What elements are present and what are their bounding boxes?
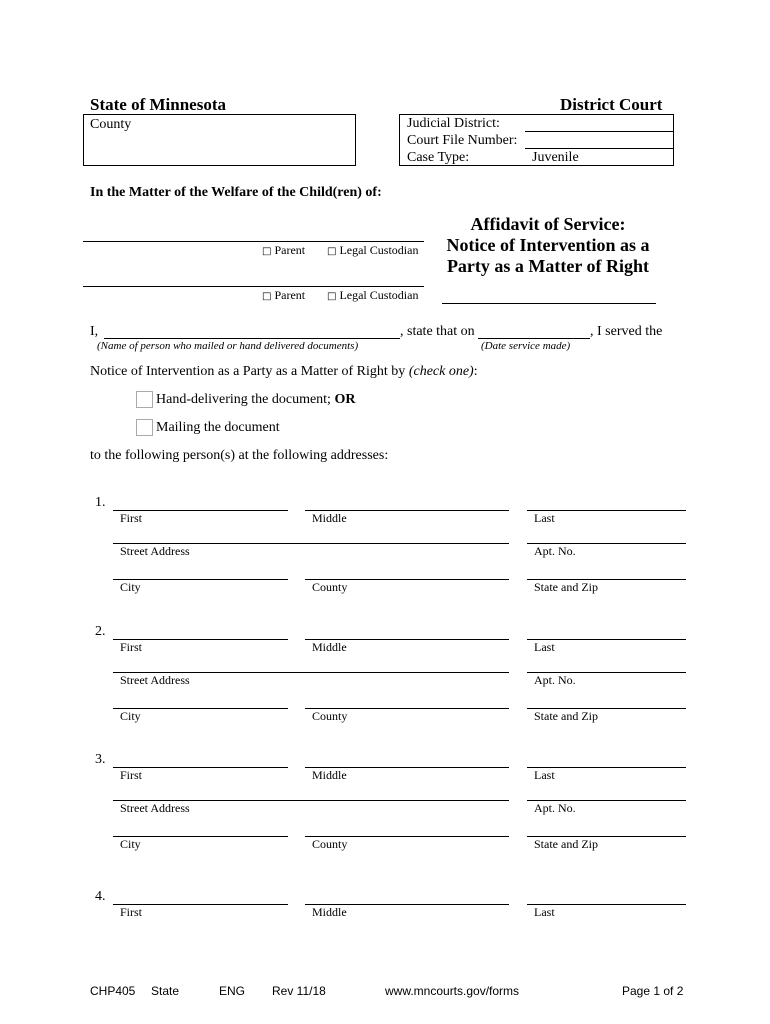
case-info-box [399, 114, 674, 166]
case-file-number-line[interactable] [442, 303, 656, 304]
checkbox-icon: □ [262, 291, 272, 302]
checkbox-icon: □ [262, 246, 272, 257]
form-title-line-2: Notice of Intervention as a [446, 235, 650, 255]
middle-label: Middle [312, 640, 347, 654]
date-caption: (Date service made) [481, 340, 571, 352]
custodian-option-2[interactable] [327, 288, 418, 303]
hand-deliver-option [156, 392, 355, 408]
server-name-field[interactable] [104, 338, 400, 339]
last-label: Last [534, 905, 555, 919]
footer-lang: ENG [219, 984, 246, 998]
statement-prefix: I, [90, 324, 99, 339]
apt-label: Apt. No. [534, 801, 576, 815]
first-label: First [120, 640, 143, 654]
entry-number: 2. [95, 624, 106, 639]
last-label: Last [534, 511, 555, 525]
to-following-text: to the following person(s) at the following addresses: [90, 448, 389, 463]
footer-url[interactable]: www.mncourts.gov/forms [385, 984, 520, 998]
case-type-value: Juvenile [532, 150, 579, 165]
or-label: OR [334, 392, 356, 407]
custodian-label: Legal Custodian [339, 243, 419, 257]
service-date-field[interactable] [478, 338, 590, 339]
first-label: First [120, 511, 143, 525]
first-label: First [120, 905, 143, 919]
parent-option-1[interactable] [262, 243, 305, 258]
footer-page: Page 1 of 2 [622, 984, 684, 998]
state-zip-label: State and Zip [534, 580, 598, 594]
checkbox-icon: □ [327, 291, 337, 302]
middle-label: Middle [312, 511, 347, 525]
county-label: County [90, 117, 132, 132]
court-file-number-label: Court File Number: [407, 133, 518, 148]
form-title [438, 214, 658, 277]
court-file-number-field[interactable] [525, 148, 673, 149]
court-title: District Court [560, 95, 663, 114]
party-name-line-2[interactable] [83, 286, 424, 287]
footer-rev: Rev 11/18 [272, 984, 326, 998]
city-label: City [120, 709, 141, 723]
matter-heading: In the Matter of the Welfare of the Child(ren) of: [90, 185, 382, 200]
custodian-label: Legal Custodian [339, 288, 419, 302]
city-label: City [120, 580, 141, 594]
form-title-line-3: Party as a Matter of Right [446, 256, 650, 276]
county-label: County [312, 837, 348, 851]
party-name-line-1[interactable] [83, 241, 424, 242]
mail-checkbox[interactable] [136, 419, 153, 436]
judicial-district-label: Judicial District: [407, 116, 500, 131]
street-label: Street Address [120, 801, 190, 815]
first-label: First [120, 768, 143, 782]
state-zip-label: State and Zip [534, 837, 598, 851]
hand-deliver-label: Hand-delivering the document; [156, 392, 331, 407]
colon-text: : [473, 364, 478, 379]
county-label: County [312, 709, 348, 723]
middle-label: Middle [312, 768, 347, 782]
hand-deliver-checkbox[interactable] [136, 391, 153, 408]
last-label: Last [534, 768, 555, 782]
street-label: Street Address [120, 544, 190, 558]
parent-label: Parent [274, 243, 306, 257]
case-type-label: Case Type: [407, 150, 470, 165]
custodian-option-1[interactable] [327, 243, 418, 258]
mail-option-label: Mailing the document [156, 420, 280, 435]
parent-option-2[interactable] [262, 288, 305, 303]
apt-label: Apt. No. [534, 544, 576, 558]
footer-form-id: CHP405 [90, 984, 136, 998]
city-label: City [120, 837, 141, 851]
footer-state: State [151, 984, 180, 998]
entry-number: 4. [95, 889, 106, 904]
entry-number: 3. [95, 752, 106, 767]
last-label: Last [534, 640, 555, 654]
check-one-text: (check one) [408, 364, 474, 379]
state-zip-label: State and Zip [534, 709, 598, 723]
notice-line [90, 364, 478, 380]
served-the-text: , I served the [590, 324, 663, 339]
middle-label: Middle [312, 905, 347, 919]
notice-text: Notice of Intervention as a Party as a Matter of Right by [90, 364, 406, 379]
county-box[interactable] [83, 114, 356, 166]
entry-number: 1. [95, 495, 106, 510]
state-that-on-text: , state that on [400, 324, 475, 339]
state-title: State of Minnesota [90, 95, 226, 114]
county-label: County [312, 580, 348, 594]
checkbox-icon: □ [327, 246, 337, 257]
form-title-line-1: Affidavit of Service: [470, 214, 626, 234]
name-caption: (Name of person who mailed or hand delivered documents) [97, 340, 359, 352]
street-label: Street Address [120, 673, 190, 687]
judicial-district-field[interactable] [525, 131, 673, 132]
parent-label: Parent [274, 288, 306, 302]
apt-label: Apt. No. [534, 673, 576, 687]
